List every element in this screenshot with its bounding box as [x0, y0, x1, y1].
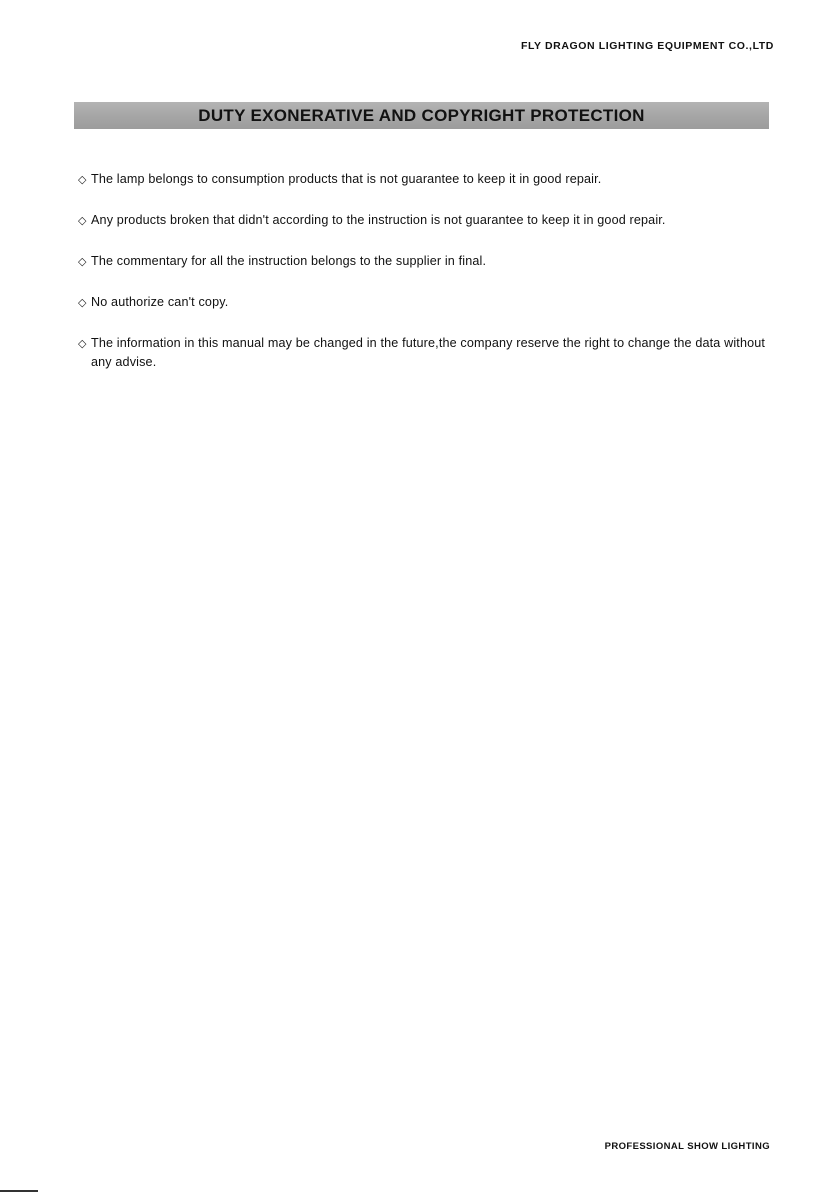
list-item [78, 293, 768, 312]
disclaimer-list [78, 170, 768, 394]
title-banner [74, 102, 769, 129]
list-item [78, 211, 768, 230]
clause-text: No authorize can't copy. [91, 295, 229, 309]
clause-text: The information in this manual may be changed in the future,the company reserve the right to change the data without any advise. [91, 336, 766, 369]
list-item [78, 252, 768, 271]
diamond-bullet-icon: ◇ [78, 173, 87, 186]
footer-tagline: PROFESSIONAL SHOW LIGHTING [604, 1141, 770, 1152]
diamond-bullet-icon: ◇ [78, 255, 87, 268]
diamond-bullet-icon: ◇ [78, 214, 87, 227]
clause-text: The commentary for all the instruction belongs to the supplier in final. [91, 254, 487, 268]
diamond-bullet-icon: ◇ [78, 337, 87, 350]
company-name-header: FLY DRAGON LIGHTING EQUIPMENT CO.,LTD [520, 40, 774, 52]
clause-text: Any products broken that didn't according to the instruction is not guarantee to keep it in good repair. [91, 213, 666, 227]
page-title: DUTY EXONERATIVE AND COPYRIGHT PROTECTION [198, 105, 645, 125]
list-item [78, 170, 768, 189]
clause-text: The lamp belongs to consumption products that is not guarantee to keep it in good repair. [91, 172, 602, 186]
list-item [78, 334, 768, 372]
diamond-bullet-icon: ◇ [78, 296, 87, 309]
